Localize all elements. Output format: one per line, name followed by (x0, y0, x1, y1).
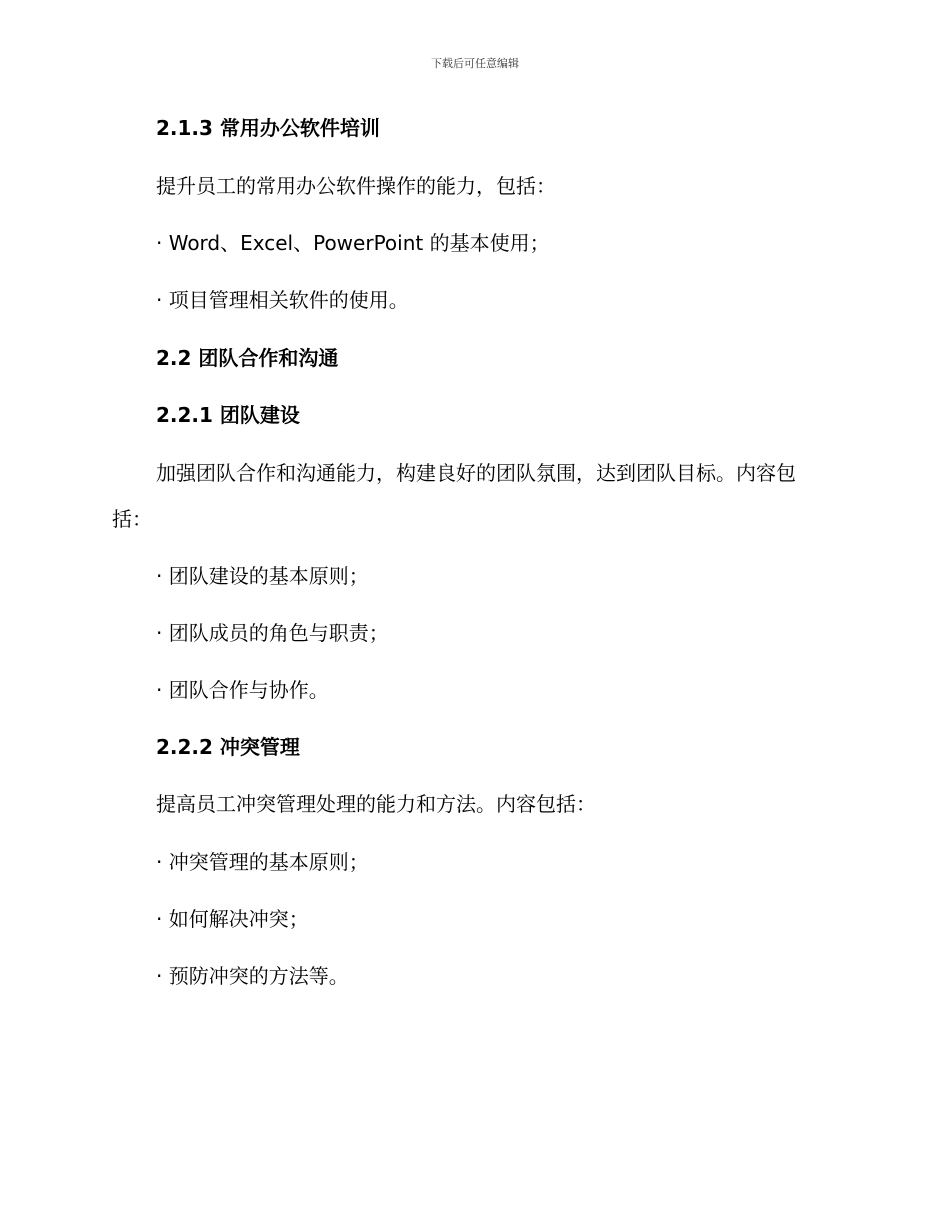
heading-2-2-2: 2.2.2 冲突管理 (156, 735, 300, 759)
bullet-conflict-principles: · 冲突管理的基本原则； (156, 850, 369, 874)
header-note: 下载后可任意编辑 (431, 57, 519, 70)
bullet-team-roles: · 团队成员的角色与职责； (156, 621, 389, 645)
paragraph-conflict: 提高员工冲突管理处理的能力和方法。内容包括： (156, 792, 596, 816)
bullet-team-principles: · 团队建设的基本原则； (156, 564, 369, 588)
bullet-conflict-resolve: · 如何解决冲突； (156, 907, 309, 931)
bullet-conflict-prevent: · 预防冲突的方法等。 (156, 964, 349, 988)
heading-2-2-1: 2.2.1 团队建设 (156, 403, 300, 427)
bullet-team-collab: · 团队合作与协作。 (156, 678, 329, 702)
paragraph-team-building: 加强团队合作和沟通能力，构建良好的团队氛围，达到团队目标。内容包括： (112, 461, 796, 531)
bullet-project-software: · 项目管理相关软件的使用。 (156, 288, 409, 312)
paragraph-office-skills: 提升员工的常用办公软件操作的能力，包括： (156, 174, 556, 198)
heading-2-1-3: 2.1.3 常用办公软件培训 (156, 116, 380, 140)
bullet-office-basic: · Word、Excel、PowerPoint 的基本使用； (156, 231, 550, 255)
heading-2-2: 2.2 团队合作和沟通 (156, 346, 339, 370)
